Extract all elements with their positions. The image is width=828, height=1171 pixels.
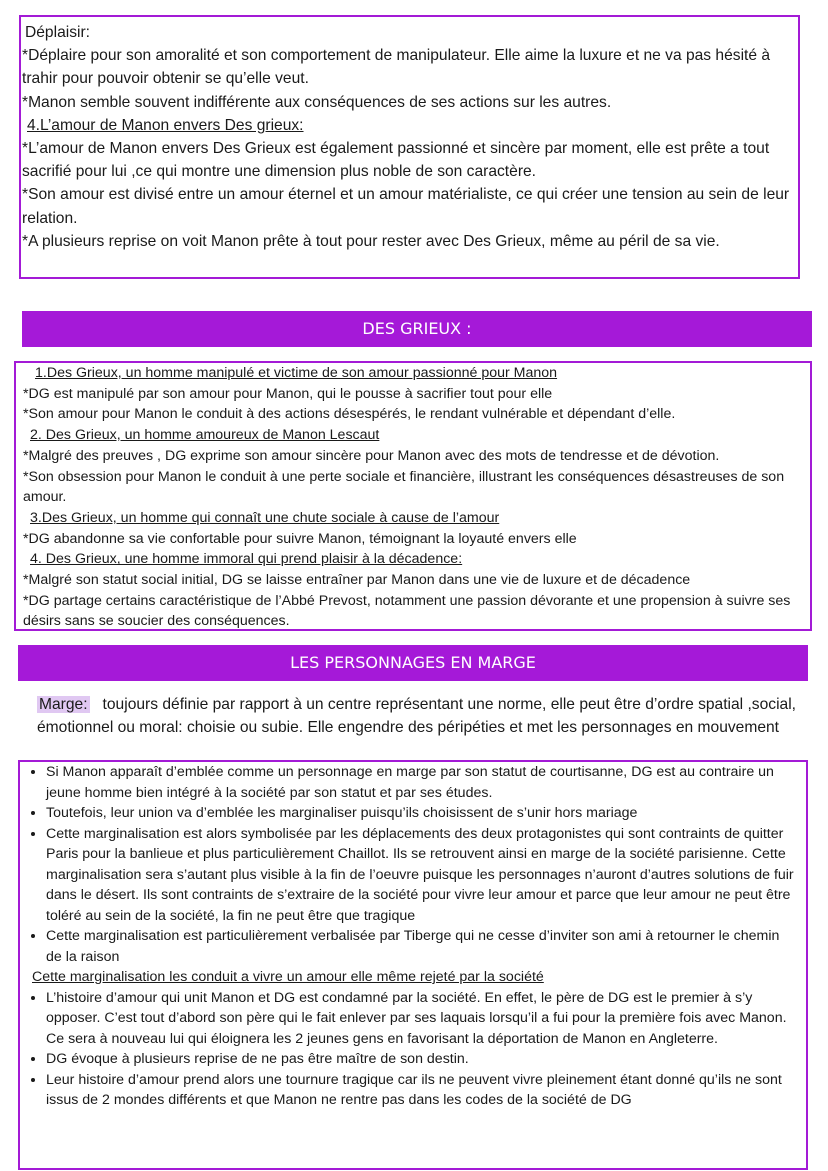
bullet-list: [20, 762, 794, 967]
list-item: • Cette marginalisation est alors symbolisée par les déplacements des deux protagonistes qui sont contraints de quitter Paris pour la banlieue et plus particulièrement Chaillot. Ils se retrouvent ainsi en marge de la société parisienne. Cette marginalisation sera s’autant plus visible à la fin de l’oeuvre puisque les personnages n’auront d’autres solutions de fuir dans le désert. Ils sont contraints de s’extraire de la société pour vivre leur amour et parce que leur amour ne peut être toléré au sein de la société, la fin ne peut être que tragique: [46, 824, 794, 927]
paragraph: *Déplaire pour son amoralité et son comportement de manipulateur. Elle aime la luxure et ne va pas hésité à trahir pour pouvoir obtenir se qu’elle veut.: [22, 47, 771, 88]
subheading: Cette marginalisation les conduit a vivre un amour elle même rejeté par la société: [32, 969, 544, 985]
section-des-grieux: [14, 361, 812, 631]
list-item: • Cette marginalisation est particulièrement verbalisée par Tiberge qui ne cesse d’inviter son ami à retourner le chemin de la raison: [46, 926, 794, 967]
marge-intro-text: toujours définie par rapport à un centre représentant une norme, elle peut être d’ordre spatial ,social, émotionnel ou moral: choisie ou subie. Elle engendre des péripéties et met les personnages en mouvement: [37, 696, 797, 736]
paragraph: *Son amour pour Manon le conduit à des actions désespérés, le rendant vulnérable et dépendant d’elle.: [23, 406, 676, 423]
list-item: • DG évoque à plusieurs reprise de ne pas être maître de son destin.: [46, 1049, 794, 1070]
paragraph: *Manon semble souvent indifférente aux conséquences de ses actions sur les autres.: [22, 93, 612, 111]
section-manon-amour: [19, 15, 800, 279]
paragraph: *Malgré des preuves , DG exprime son amour sincère pour Manon avec des mots de tendresse et de dévotion.: [23, 447, 720, 464]
banner-des-grieux: DES GRIEUX :: [22, 311, 812, 347]
paragraph: *L’amour de Manon envers Des Grieux est également passionné et sincère par moment, elle est prête a tout sacrifié pour lui ,ce qui montre une dimension plus noble de son caractère.: [22, 140, 770, 181]
subheading: 2. Des Grieux, un homme amoureux de Manon Lescaut: [30, 427, 380, 444]
list-item: • Si Manon apparaît d’emblée comme un personnage en marge par son statut de courtisanne, DG est au contraire un jeune homme bien intégré à la société par son statut et par ses études.: [46, 762, 794, 803]
subheading: 3.Des Grieux, un homme qui connaît une chute sociale à cause de l’amour: [30, 509, 500, 526]
subheading: 1.Des Grieux, un homme manipulé et victime de son amour passionné pour Manon: [35, 365, 558, 381]
list-item: • Toutefois, leur union va d’emblée les marginaliser puisqu’ils choisissent de s’unir hors mariage: [46, 803, 794, 824]
section-heading: 4.L’amour de Manon envers Des grieux:: [27, 116, 304, 134]
paragraph: *DG abandonne sa vie confortable pour suivre Manon, témoignant la loyauté envers elle: [23, 530, 577, 547]
section-title: Déplaisir:: [25, 24, 90, 41]
paragraph: *Malgré son statut social initial, DG se laisse entraîner par Manon dans une vie de luxure et de décadence: [23, 572, 691, 589]
bullet-list: [20, 988, 794, 1111]
paragraph: *A plusieurs reprise on voit Manon prête à tout pour rester avec Des Grieux, même au péril de sa vie.: [22, 232, 720, 250]
paragraph: *DG est manipulé par son amour pour Manon, qui le pousse à sacrifier tout pour elle: [23, 385, 553, 402]
paragraph: *Son amour est divisé entre un amour éternel et un amour matérialiste, ce qui créer une tension au sein de leur relation.: [22, 186, 790, 227]
marge-definition: [37, 694, 797, 739]
subheading: 4. Des Grieux, une homme immoral qui prend plaisir à la décadence:: [30, 551, 463, 568]
paragraph: *Son obsession pour Manon le conduit à une perte sociale et financière, illustrant les conséquences désastreuses de son amour.: [23, 468, 785, 506]
list-item: • L’histoire d’amour qui unit Manon et DG est condamné par la société. En effet, le père de DG est le premier à s’y opposer. C’est tout d’abord son père qui le fait enlever par ses laquais lorsqu’il a fui pour la première fois avec Manon. Ce sera à nouveau lui qui éloignera les 2 jeunes gens en favorisant la déportation de Manon en Angleterre.: [46, 988, 794, 1050]
section-marge: [18, 760, 808, 1170]
banner-personnages-en-marge: LES PERSONNAGES EN MARGE: [18, 645, 808, 681]
list-item: • Leur histoire d’amour prend alors une tournure tragique car ils ne peuvent vivre pleinement étant donné qu’ils ne sont issus de 2 mondes différents et que Manon ne rentre pas dans les codes de la société de DG: [46, 1070, 794, 1111]
marge-label: Marge:: [39, 696, 88, 713]
paragraph: *DG partage certains caractéristique de l’Abbé Prevost, notamment une passion dévorante et une propension à suivre ses désirs sans se soucier des conséquences.: [23, 592, 791, 630]
